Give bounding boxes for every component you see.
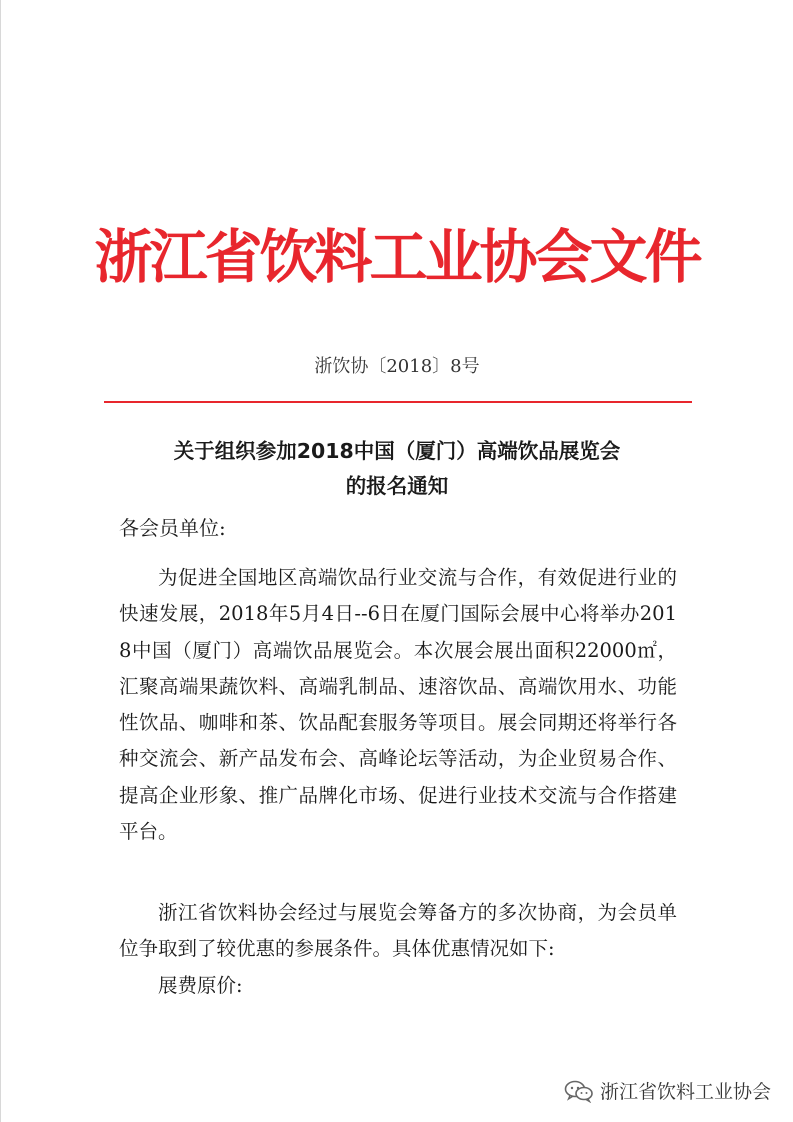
salutation: 各会员单位: [119,516,226,540]
body-paragraph-1: 为促进全国地区高端饮品行业交流与合作，有效促进行业的快速发展，2018年5月4日--6日在厦门国际会展中心将举办2018中国（厦门）高端饮品展览会。本次展会展出面积22000㎡，汇聚高端果蔬饮料、高端乳制品、速溶饮品、高端饮用水、功能性饮品、咖啡和茶、饮品配套服务等项目。展会同期还将举行各种交流会、新产品发布会、高峰论坛等活动，为企业贸易合作、提高企业形象、推广品牌化市场、促进行业技术交流与合作搭建平台。 [119,566,677,844]
notice-title [1,434,793,504]
org-file-title: 浙江省饮料工业协会文件 [94,223,700,291]
document-number: 浙饮协〔2018〕8号 [314,356,480,377]
price-label: 展费原价: [158,974,243,997]
wechat-watermark [564,1077,771,1104]
wechat-icon [564,1079,594,1103]
watermark-account-name: 浙江省饮料工业协会 [599,1081,771,1103]
notice-title-line1: 关于组织参加2018中国（厦门）高端饮品展览会 [173,439,621,463]
body-paragraph-2: 浙江省饮料协会经过与展览会筹备方的多次协商，为会员单位争取到了较优惠的参展条件。具体优惠情况如下: [119,901,677,961]
notice-title-line2: 的报名通知 [345,474,449,498]
red-divider [104,401,692,403]
